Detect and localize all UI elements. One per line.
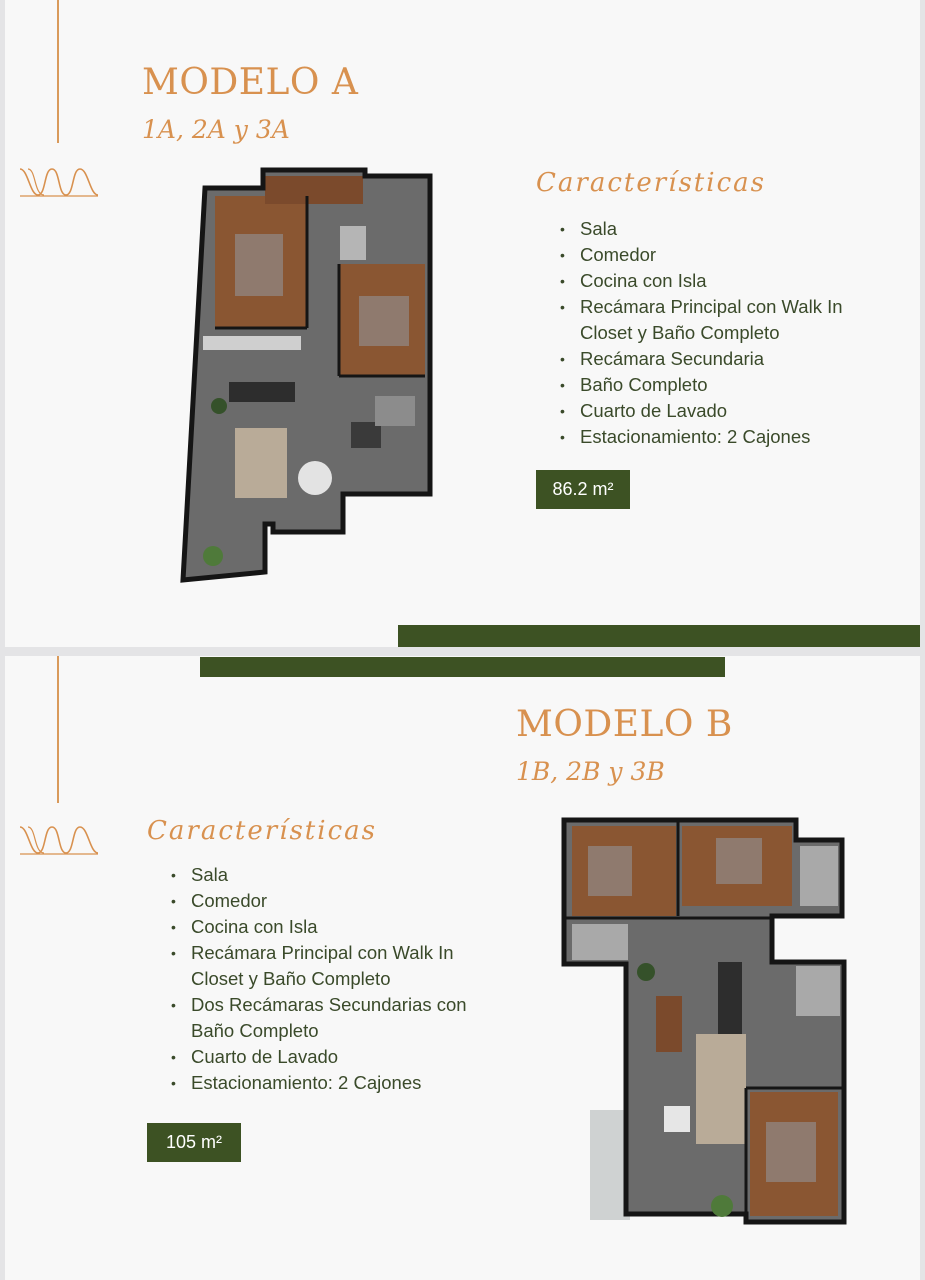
walk-in-closet [265,176,363,204]
feature-item: • Sala [558,216,878,242]
master-bed [235,234,283,296]
model-b-features-list [169,862,489,1096]
model-a-units: 1A, 2A y 3A [142,115,290,144]
sofa [235,428,287,498]
bathroom-top [800,846,838,906]
decorative-vertical-line [57,656,59,803]
feature-item: • Dos Recámaras Secundarias con Baño Completo [169,992,489,1044]
bed-left [588,846,632,896]
green-accent-bar [398,625,920,647]
model-b-area-badge: 105 m² [147,1123,241,1162]
model-a-area-badge: 86.2 m² [536,470,630,509]
feature-item: • Recámara Secundaria [558,346,878,372]
coffee-table [664,1106,690,1132]
second-bathroom [375,396,415,426]
feature-item: • Comedor [169,888,489,914]
dining-table [656,996,682,1052]
decorative-vertical-line [57,0,59,143]
feature-item: • Estacionamiento: 2 Cajones [558,424,878,450]
dining-table [298,461,332,495]
master-bed [766,1122,816,1182]
model-b-page [5,656,920,1280]
feature-item: • Cuarto de Lavado [169,1044,489,1070]
feature-item: • Cuarto de Lavado [558,398,878,424]
bathroom-right [796,966,840,1016]
feature-item: • Cocina con Isla [558,268,878,294]
bed-right [716,838,762,884]
feature-item: • Estacionamiento: 2 Cajones [169,1070,489,1096]
kitchen-island [229,382,295,402]
bathroom [340,226,366,260]
wave-logo-icon [18,823,100,857]
wave-logo-icon [18,165,100,199]
model-a-title: MODELO A [142,62,359,103]
sofa [696,1034,746,1144]
feature-item: • Recámara Principal con Walk In Closet y Baño Completo [558,294,878,346]
model-b-units: 1B, 2B y 3B [516,757,665,786]
feature-item: • Sala [169,862,489,888]
model-a-page [5,0,920,647]
bathroom-left [572,924,628,960]
feature-item: • Comedor [558,242,878,268]
model-a-features-list [558,216,878,450]
model-b-features-title: Características [147,816,377,846]
feature-item: • Baño Completo [558,372,878,398]
green-accent-bar [200,657,725,677]
model-a-features-title: Características [536,168,766,198]
secondary-bed [359,296,409,346]
floor-plan-model-a [175,166,440,584]
kitchen-counter [203,336,301,350]
feature-item: • Cocina con Isla [169,914,489,940]
model-b-title: MODELO B [516,704,733,745]
feature-item: • Recámara Principal con Walk In Closet y Baño Completo [169,940,489,992]
floor-plan-model-b [560,816,856,1230]
